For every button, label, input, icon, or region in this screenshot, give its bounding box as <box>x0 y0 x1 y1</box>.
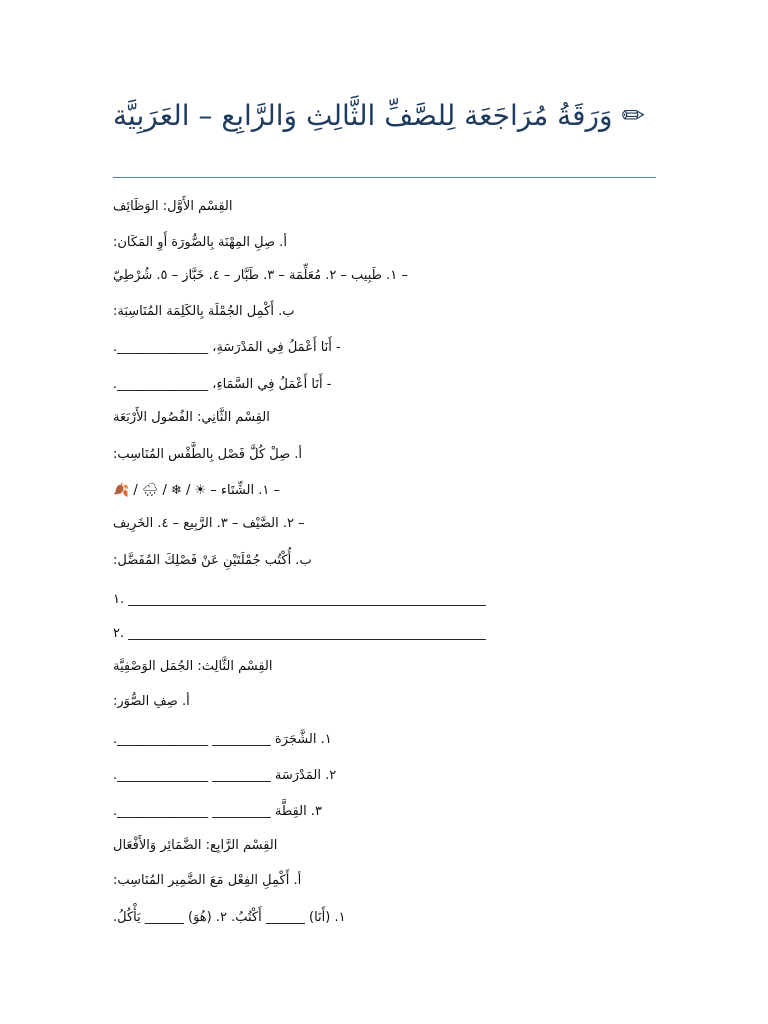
page-title: ✏ وَرَقَةُ مُرَاجَعَة لِلصَّفِّ الثَّالِثِ وَالرَّابِع – العَرَبِيَّة <box>113 99 645 132</box>
describe-item-1: ١. الشَّجَرَة _________ ______________. <box>113 732 332 747</box>
section-2a-instruction: أ. صِلْ كُلَّ فَصْل بِالطَّقْس المُنَاسِب: <box>113 447 303 462</box>
section-2-heading: القِسْم الثَّانِي: الفُصُول الأَرْبَعَة <box>113 410 270 425</box>
describe-item-2: ٢. المَدْرَسَة _________ ______________. <box>113 768 337 783</box>
answer-line-2: ٢. _______________________________________________________ <box>113 626 486 641</box>
fill-sentence-2: - أَنَا أَعْمَلُ فِي السَّمَاءِ، ______________. <box>113 377 332 392</box>
section-1a-instruction: أ. صِلِ المِهْنَة بِالصُّورَة أَوِ المَكَان: <box>113 235 287 250</box>
describe-item-3: ٣. القِطَّة _________ ______________. <box>113 804 322 819</box>
professions-list: – ١. طَبِيب – ٢. مُعَلِّمَة – ٣. طَبَّار – ٤. خَبَّاز – ٥. شُرْطِيّ <box>113 268 408 283</box>
seasons-list: – ٢. الصَّيْف – ٣. الرَّبِيع – ٤. الخَرِيف <box>113 516 305 531</box>
section-1b-instruction: ب. أَكْمِل الجُمْلَة بِالكَلِمَة المُنَاسِبَة: <box>113 304 295 319</box>
section-3a-instruction: أ. صِفِ الصُّوَر: <box>113 694 190 709</box>
section-3-heading: القِسْم الثَّالِث: الجُمَل الوَصْفِيَّة <box>113 659 273 674</box>
answer-line-1: ١. _______________________________________________________ <box>113 592 486 607</box>
fill-sentence-1: - أَنَا أَعْمَلُ فِي المَدْرَسَةِ، ______________. <box>113 340 341 355</box>
seasons-weather-row: – ١. الشِّتَاء – ☀ / ❄ / 🌧 / 🍂 <box>113 483 280 498</box>
section-2b-instruction: ب. أُكْتُب جُمْلَتَيْنِ عَنْ فَصْلِكَ المُفَضَّل: <box>113 553 312 568</box>
section-1-heading: القِسْم الأَوَّل: الوَظَائِف <box>113 199 233 214</box>
section-4-heading: القِسْم الرَّابِع: الضَّمَائِر وَالأَفْعَال <box>113 838 278 853</box>
verb-exercise-row: ١. (أَنَا) ______ أَكْتُبُ. ٢. (هُوَ) ______ يَأْكُلُ. <box>113 910 346 925</box>
title-underline <box>113 177 656 178</box>
section-4a-instruction: أ. أَكْمِلِ الفِعْل مَعَ الضَّمِير المُنَاسِب: <box>113 873 302 888</box>
